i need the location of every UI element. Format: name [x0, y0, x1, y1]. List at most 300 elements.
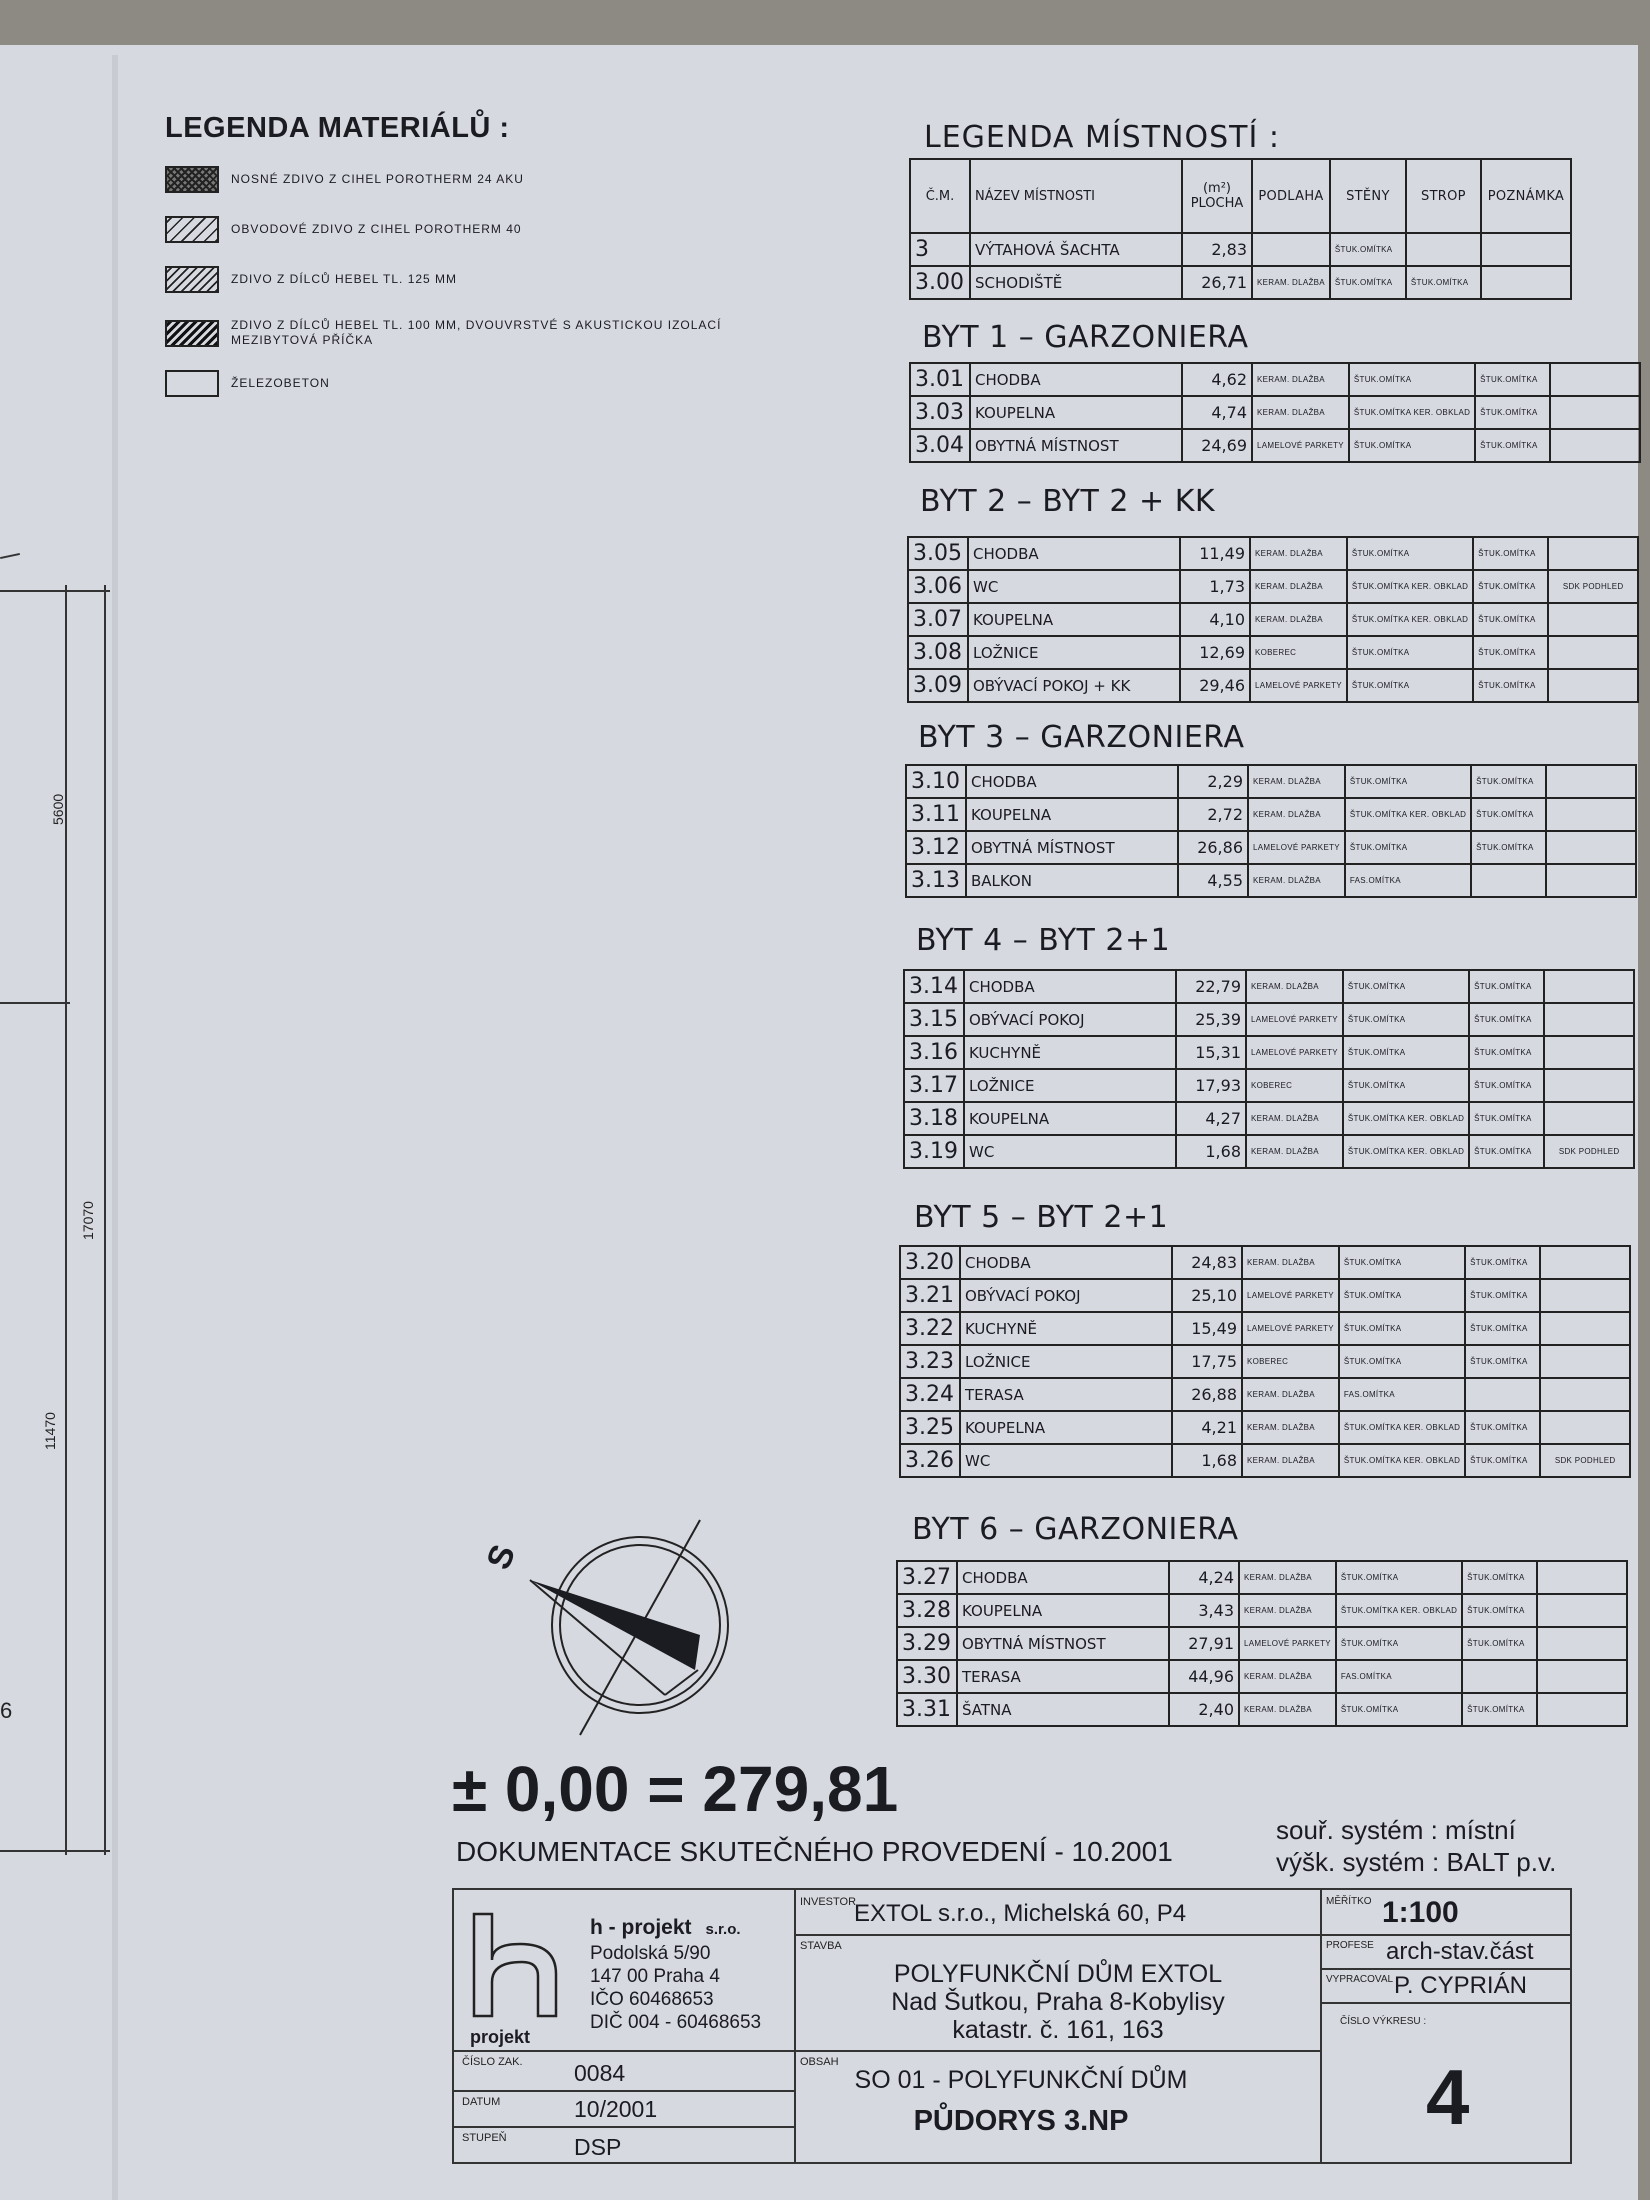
room-walls: FAS.OMÍTKA: [1345, 864, 1471, 897]
room-area: 27,91: [1169, 1627, 1239, 1660]
material-legend-title: LEGENDA MATERIÁLŮ :: [165, 112, 510, 144]
room-walls: ŠTUK.OMÍTKA KER. OBKLAD: [1339, 1444, 1465, 1477]
building-address: Nad Šutkou, Praha 8-Kobylisy: [891, 1988, 1225, 2016]
room-ceiling: ŠTUK.OMÍTKA: [1469, 1036, 1544, 1069]
label-obsah: OBSAH: [800, 2056, 839, 2068]
company-address: Podolská 5/90: [590, 1943, 711, 1964]
room-walls: ŠTUK.OMÍTKA: [1339, 1279, 1465, 1312]
room-ceiling: ŠTUK.OMÍTKA: [1469, 1069, 1544, 1102]
room-walls: ŠTUK.OMÍTKA KER. OBKLAD: [1339, 1411, 1465, 1444]
drawing-title: PŮDORYS 3.NP: [913, 2105, 1129, 2137]
compass-label: S: [479, 1539, 524, 1575]
room-walls: ŠTUK.OMÍTKA: [1336, 1627, 1462, 1660]
room-area: 25,10: [1172, 1279, 1242, 1312]
room-ceiling: ŠTUK.OMÍTKA: [1469, 1102, 1544, 1135]
content-info: [796, 2066, 1246, 2138]
company-info: [590, 1916, 761, 2034]
room-number: 3.14: [904, 970, 964, 1003]
table-row: [904, 1102, 1634, 1135]
room-note: [1540, 1246, 1630, 1279]
company-city: 147 00 Praha 4: [590, 1966, 720, 1987]
room-number: 3: [910, 233, 970, 266]
room-note: [1544, 1036, 1634, 1069]
room-table: [905, 764, 1637, 898]
room-name: LOŽNICE: [964, 1069, 1176, 1102]
room-area: 24,83: [1172, 1246, 1242, 1279]
room-ceiling: ŠTUK.OMÍTKA: [1475, 429, 1550, 462]
material-label: ZDIVO Z DÍLCŮ HEBEL TL. 100 MM, DVOUVRSTVÉ S AKUSTICKOU IZOLACÍ MEZIBYTOVÁ PŘÍČKA: [231, 318, 722, 347]
table-row: [908, 570, 1638, 603]
room-number: 3.19: [904, 1135, 964, 1168]
author: P. CYPRIÁN: [1394, 1972, 1527, 1999]
room-area: 11,49: [1180, 537, 1250, 570]
apartment-title: BYT 4 – BYT 2+1: [916, 923, 1171, 958]
table-row: [910, 396, 1640, 429]
room-number: 3.24: [900, 1378, 960, 1411]
material-legend-item: [165, 166, 524, 193]
investor: EXTOL s.r.o., Michelská 60, P4: [854, 1900, 1187, 1927]
level-reference: ± 0,00 = 279,81: [452, 1753, 899, 1825]
room-walls: ŠTUK.OMÍTKA: [1347, 636, 1473, 669]
label-stupen: STUPEŇ: [462, 2132, 507, 2144]
dense-hatch-swatch-icon: [165, 320, 219, 347]
room-number: 3.09: [908, 669, 968, 702]
room-note: [1550, 363, 1640, 396]
room-ceiling: ŠTUK.OMÍTKA: [1473, 603, 1548, 636]
material-label: OBVODOVÉ ZDIVO Z CIHEL POROTHERM 40: [231, 222, 522, 236]
room-table: [909, 362, 1641, 463]
horizontal-system: souř. systém : místní: [1276, 1815, 1516, 1845]
table-row: [910, 363, 1640, 396]
room-walls: ŠTUK.OMÍTKA: [1349, 363, 1475, 396]
crosshatch-swatch-icon: [165, 166, 219, 193]
room-note: SDK PODHLED: [1548, 570, 1638, 603]
material-legend-item: [165, 216, 522, 243]
room-name: WC: [964, 1135, 1176, 1168]
room-walls: ŠTUK.OMÍTKA KER. OBKLAD: [1347, 603, 1473, 636]
room-floor: KOBEREC: [1250, 636, 1347, 669]
room-name: KOUPELNA: [970, 396, 1182, 429]
room-number: 3.00: [910, 266, 970, 299]
room-area: 4,55: [1178, 864, 1248, 897]
dimension-label: 11470: [42, 1412, 58, 1450]
room-walls: FAS.OMÍTKA: [1339, 1378, 1465, 1411]
room-note: SDK PODHLED: [1540, 1444, 1630, 1477]
room-walls: ŠTUK.OMÍTKA: [1345, 831, 1471, 864]
room-name: KOUPELNA: [966, 798, 1178, 831]
room-walls: ŠTUK.OMÍTKA KER. OBKLAD: [1336, 1594, 1462, 1627]
room-name: OBYTNÁ MÍSTNOST: [970, 429, 1182, 462]
room-floor: KERAM. DLAŽBA: [1242, 1411, 1339, 1444]
material-label: ZDIVO Z DÍLCŮ HEBEL TL. 125 MM: [231, 272, 458, 286]
table-row: [906, 798, 1636, 831]
room-number: 3.15: [904, 1003, 964, 1036]
dimension-label: 17070: [80, 1201, 96, 1240]
room-area: 4,21: [1172, 1411, 1242, 1444]
room-name: CHODBA: [957, 1561, 1169, 1594]
order-number: 0084: [574, 2060, 626, 2086]
room-note: [1540, 1345, 1630, 1378]
room-name: KOUPELNA: [957, 1594, 1169, 1627]
room-floor: KERAM. DLAŽBA: [1248, 864, 1345, 897]
room-name: TERASA: [960, 1378, 1172, 1411]
room-floor: KERAM. DLAŽBA: [1250, 537, 1347, 570]
table-row: [908, 603, 1638, 636]
material-legend-item: [165, 370, 330, 397]
room-name: OBYTNÁ MÍSTNOST: [957, 1627, 1169, 1660]
room-note: [1544, 1069, 1634, 1102]
room-floor: LAMELOVÉ PARKETY: [1246, 1036, 1343, 1069]
room-floor: KOBEREC: [1246, 1069, 1343, 1102]
label-vypracoval: VYPRACOVAL: [1326, 1974, 1394, 1985]
room-floor: KERAM. DLAŽBA: [1242, 1378, 1339, 1411]
apartment-title: BYT 5 – BYT 2+1: [914, 1200, 1169, 1235]
company-logo: [470, 1910, 570, 2047]
room-number: 3.04: [910, 429, 970, 462]
label-cislo-vykresu: ČÍSLO VÝKRESU :: [1340, 2016, 1427, 2027]
label-datum: DATUM: [462, 2096, 501, 2108]
room-area: 25,39: [1176, 1003, 1246, 1036]
table-row: [908, 669, 1638, 702]
area-label: PLOCHA: [1190, 196, 1244, 211]
room-note: [1544, 1102, 1634, 1135]
room-area: 3,43: [1169, 1594, 1239, 1627]
room-floor: LAMELOVÉ PARKETY: [1252, 429, 1349, 462]
room-table: [903, 969, 1635, 1169]
room-number: 3.23: [900, 1345, 960, 1378]
room-ceiling: [1465, 1378, 1540, 1411]
room-note: [1540, 1279, 1630, 1312]
room-table: [907, 536, 1639, 703]
company-name: h - projekt: [590, 1916, 692, 1939]
coordinate-systems: [1276, 1814, 1556, 1878]
table-row: [897, 1627, 1627, 1660]
room-name: SCHODIŠTĚ: [970, 266, 1182, 299]
label-cislo-zak: ČÍSLO ZAK.: [462, 2056, 523, 2068]
room-ceiling: ŠTUK.OMÍTKA: [1465, 1312, 1540, 1345]
room-number: 3.12: [906, 831, 966, 864]
table-row: [908, 636, 1638, 669]
room-note: [1548, 669, 1638, 702]
room-floor: LAMELOVÉ PARKETY: [1248, 831, 1345, 864]
room-name: LOŽNICE: [968, 636, 1180, 669]
table-row: [897, 1561, 1627, 1594]
room-area: 17,93: [1176, 1069, 1246, 1102]
room-floor: [1252, 233, 1330, 266]
material-label: ŽELEZOBETON: [231, 376, 330, 390]
room-name: LOŽNICE: [960, 1345, 1172, 1378]
room-area: 4,24: [1169, 1561, 1239, 1594]
room-number: 3.30: [897, 1660, 957, 1693]
room-name: KUCHYNĚ: [960, 1312, 1172, 1345]
header-ceiling: STROP: [1406, 159, 1481, 233]
room-floor: KERAM. DLAŽBA: [1242, 1246, 1339, 1279]
room-walls: ŠTUK.OMÍTKA: [1339, 1345, 1465, 1378]
dimension-tick: [0, 1002, 70, 1004]
room-number: 3.29: [897, 1627, 957, 1660]
room-walls: ŠTUK.OMÍTKA: [1343, 1003, 1469, 1036]
table-row: [900, 1246, 1630, 1279]
room-walls: ŠTUK.OMÍTKA KER. OBKLAD: [1343, 1102, 1469, 1135]
stage: DSP: [574, 2134, 622, 2160]
documentation-note: DOKUMENTACE SKUTEČNÉHO PROVEDENÍ - 10.2001: [456, 1836, 1173, 1867]
room-ceiling: ŠTUK.OMÍTKA: [1462, 1594, 1537, 1627]
building-name: POLYFUNKČNÍ DŮM EXTOL: [893, 1960, 1223, 1988]
room-floor: KERAM. DLAŽBA: [1239, 1660, 1336, 1693]
room-floor: KERAM. DLAŽBA: [1252, 266, 1330, 299]
room-floor: LAMELOVÉ PARKETY: [1239, 1627, 1336, 1660]
hatch-fine-swatch-icon: [165, 266, 219, 293]
material-legend-item: [165, 266, 457, 293]
room-name: TERASA: [957, 1660, 1169, 1693]
date: 10/2001: [574, 2096, 658, 2122]
room-area: 2,40: [1169, 1693, 1239, 1726]
room-floor: KERAM. DLAŽBA: [1242, 1444, 1339, 1477]
room-floor: LAMELOVÉ PARKETY: [1242, 1312, 1339, 1345]
room-area: 4,10: [1180, 603, 1250, 636]
room-area: 26,71: [1182, 266, 1252, 299]
room-number: 3.17: [904, 1069, 964, 1102]
room-table: [896, 1560, 1628, 1727]
room-note: [1546, 765, 1636, 798]
room-name: VÝTAHOVÁ ŠACHTA: [970, 233, 1182, 266]
room-walls: ŠTUK.OMÍTKA: [1343, 1036, 1469, 1069]
room-ceiling: ŠTUK.OMÍTKA: [1469, 970, 1544, 1003]
room-number: 3.08: [908, 636, 968, 669]
room-floor: LAMELOVÉ PARKETY: [1250, 669, 1347, 702]
room-ceiling: ŠTUK.OMÍTKA: [1469, 1135, 1544, 1168]
table-row: [904, 1069, 1634, 1102]
room-ceiling: ŠTUK.OMÍTKA: [1473, 537, 1548, 570]
room-note: [1537, 1561, 1627, 1594]
room-note: [1537, 1660, 1627, 1693]
company-ico: IČO 60468653: [590, 1989, 714, 2010]
room-ceiling: ŠTUK.OMÍTKA: [1471, 798, 1546, 831]
room-walls: ŠTUK.OMÍTKA KER. OBKLAD: [1347, 570, 1473, 603]
apartment-title: BYT 3 – GARZONIERA: [918, 720, 1245, 755]
room-ceiling: ŠTUK.OMÍTKA: [1465, 1279, 1540, 1312]
room-note: [1481, 233, 1571, 266]
north-arrow-icon: [470, 1510, 740, 1740]
room-walls: ŠTUK.OMÍTKA: [1347, 537, 1473, 570]
room-name: KOUPELNA: [968, 603, 1180, 636]
title-block: [452, 1888, 1572, 2164]
room-name: OBYTNÁ MÍSTNOST: [966, 831, 1178, 864]
room-walls: ŠTUK.OMÍTKA: [1336, 1693, 1462, 1726]
room-ceiling: ŠTUK.OMÍTKA: [1465, 1411, 1540, 1444]
material-label: NOSNÉ ZDIVO Z CIHEL POROTHERM 24 AKU: [231, 172, 524, 186]
room-walls: ŠTUK.OMÍTKA: [1339, 1246, 1465, 1279]
room-area: 1,68: [1172, 1444, 1242, 1477]
room-floor: KERAM. DLAŽBA: [1239, 1561, 1336, 1594]
room-name: WC: [960, 1444, 1172, 1477]
apartment-title: BYT 1 – GARZONIERA: [922, 320, 1249, 355]
room-number: 3.26: [900, 1444, 960, 1477]
room-area: 12,69: [1180, 636, 1250, 669]
room-number: 3.21: [900, 1279, 960, 1312]
room-number: 3.31: [897, 1693, 957, 1726]
room-area: 1,68: [1176, 1135, 1246, 1168]
room-walls: ŠTUK.OMÍTKA: [1330, 266, 1406, 299]
room-area: 4,27: [1176, 1102, 1246, 1135]
header-floor: PODLAHA: [1252, 159, 1330, 233]
room-ceiling: ŠTUK.OMÍTKA: [1462, 1693, 1537, 1726]
room-note: SDK PODHLED: [1544, 1135, 1634, 1168]
sheet-fold: [112, 55, 118, 2200]
room-note: [1548, 603, 1638, 636]
hatch-swatch-icon: [165, 216, 219, 243]
table-row: [900, 1279, 1630, 1312]
room-ceiling: [1462, 1660, 1537, 1693]
room-table-common: [909, 158, 1572, 300]
room-area: 17,75: [1172, 1345, 1242, 1378]
room-name: CHODBA: [964, 970, 1176, 1003]
room-area: 44,96: [1169, 1660, 1239, 1693]
vertical-system: výšk. systém : BALT p.v.: [1276, 1847, 1557, 1877]
label-investor: INVESTOR: [800, 1896, 857, 1908]
room-floor: KERAM. DLAŽBA: [1252, 363, 1349, 396]
room-ceiling: ŠTUK.OMÍTKA: [1465, 1345, 1540, 1378]
room-ceiling: ŠTUK.OMÍTKA: [1462, 1561, 1537, 1594]
room-floor: KERAM. DLAŽBA: [1252, 396, 1349, 429]
table-row: [904, 1036, 1634, 1069]
room-walls: ŠTUK.OMÍTKA: [1349, 429, 1475, 462]
table-row: [910, 429, 1640, 462]
room-number: 3.13: [906, 864, 966, 897]
room-note: [1546, 864, 1636, 897]
label-meritko: MĚŘÍTKO: [1326, 1896, 1372, 1907]
table-row: [910, 233, 1571, 266]
room-note: [1537, 1627, 1627, 1660]
room-floor: LAMELOVÉ PARKETY: [1246, 1003, 1343, 1036]
room-number: 3.20: [900, 1246, 960, 1279]
table-row: [900, 1411, 1630, 1444]
table-row: [908, 537, 1638, 570]
room-note: [1537, 1594, 1627, 1627]
room-walls: ŠTUK.OMÍTKA KER. OBKLAD: [1343, 1135, 1469, 1168]
table-row: [904, 1135, 1634, 1168]
room-name: WC: [968, 570, 1180, 603]
table-row: [897, 1594, 1627, 1627]
room-ceiling: ŠTUK.OMÍTKA: [1473, 669, 1548, 702]
room-number: 3.22: [900, 1312, 960, 1345]
room-walls: ŠTUK.OMÍTKA: [1336, 1561, 1462, 1594]
room-note: [1546, 831, 1636, 864]
room-floor: KERAM. DLAŽBA: [1248, 765, 1345, 798]
room-ceiling: ŠTUK.OMÍTKA: [1465, 1444, 1540, 1477]
room-number: 3.03: [910, 396, 970, 429]
room-name: OBÝVACÍ POKOJ: [960, 1279, 1172, 1312]
table-row: [904, 970, 1634, 1003]
room-number: 3.10: [906, 765, 966, 798]
room-ceiling: ŠTUK.OMÍTKA: [1473, 570, 1548, 603]
drawing-number: 4: [1426, 2053, 1470, 2141]
room-ceiling: ŠTUK.OMÍTKA: [1465, 1246, 1540, 1279]
room-note: [1550, 396, 1640, 429]
room-number: 3.07: [908, 603, 968, 636]
table-row: [897, 1693, 1627, 1726]
building-info: [796, 1960, 1320, 2044]
dimension-line: [104, 585, 106, 1855]
room-area: 4,74: [1182, 396, 1252, 429]
logo-word: projekt: [470, 2027, 531, 2047]
room-ceiling: ŠTUK.OMÍTKA: [1473, 636, 1548, 669]
company-dic: DIČ 004 - 60468653: [590, 2012, 762, 2033]
room-ceiling: [1406, 233, 1481, 266]
apartment-title: BYT 2 – BYT 2 + KK: [920, 484, 1216, 519]
room-number: 3.11: [906, 798, 966, 831]
header-walls: STĚNY: [1330, 159, 1406, 233]
room-ceiling: [1471, 864, 1546, 897]
room-name: BALKON: [966, 864, 1178, 897]
room-name: ŠATNA: [957, 1693, 1169, 1726]
area-unit: (m²): [1202, 181, 1232, 196]
header-area: [1182, 159, 1252, 233]
table-row: [910, 266, 1571, 299]
room-area: 2,72: [1178, 798, 1248, 831]
room-walls: ŠTUK.OMÍTKA: [1345, 765, 1471, 798]
room-area: 2,29: [1178, 765, 1248, 798]
dimension-label: 5600: [50, 793, 66, 825]
room-number: 3.16: [904, 1036, 964, 1069]
room-area: 26,88: [1172, 1378, 1242, 1411]
dimension-label: 6: [0, 1698, 13, 1723]
room-note: [1537, 1693, 1627, 1726]
room-walls: ŠTUK.OMÍTKA: [1330, 233, 1406, 266]
room-ceiling: ŠTUK.OMÍTKA: [1406, 266, 1481, 299]
room-name: CHODBA: [970, 363, 1182, 396]
table-row: [906, 765, 1636, 798]
room-note: [1544, 970, 1634, 1003]
room-number: 3.18: [904, 1102, 964, 1135]
room-walls: FAS.OMÍTKA: [1336, 1660, 1462, 1693]
table-row: [900, 1345, 1630, 1378]
room-ceiling: ŠTUK.OMÍTKA: [1471, 765, 1546, 798]
room-walls: ŠTUK.OMÍTKA: [1339, 1312, 1465, 1345]
profession: arch-stav.část: [1386, 1938, 1534, 1965]
content-object: SO 01 - POLYFUNKČNÍ DŮM: [854, 2066, 1188, 2094]
room-table: [899, 1245, 1631, 1478]
room-floor: KERAM. DLAŽBA: [1239, 1693, 1336, 1726]
company-suffix: s.r.o.: [705, 1921, 741, 1938]
room-area: 26,86: [1178, 831, 1248, 864]
room-walls: ŠTUK.OMÍTKA: [1343, 1069, 1469, 1102]
room-floor: KERAM. DLAŽBA: [1248, 798, 1345, 831]
room-note: [1544, 1003, 1634, 1036]
room-number: 3.05: [908, 537, 968, 570]
room-area: 15,31: [1176, 1036, 1246, 1069]
room-walls: ŠTUK.OMÍTKA KER. OBKLAD: [1345, 798, 1471, 831]
room-note: [1548, 537, 1638, 570]
room-area: 1,73: [1180, 570, 1250, 603]
header-note: POZNÁMKA: [1481, 159, 1571, 233]
table-row: [906, 864, 1636, 897]
room-note: [1550, 429, 1640, 462]
room-name: KUCHYNĚ: [964, 1036, 1176, 1069]
table-row: [906, 831, 1636, 864]
table-header-row: [910, 159, 1571, 233]
room-note: [1546, 798, 1636, 831]
room-name: KOUPELNA: [960, 1411, 1172, 1444]
header-num: Č.M.: [910, 159, 970, 233]
table-row: [904, 1003, 1634, 1036]
h-logo-icon: [470, 1910, 570, 2020]
room-name: CHODBA: [960, 1246, 1172, 1279]
room-name: CHODBA: [966, 765, 1178, 798]
table-row: [900, 1312, 1630, 1345]
room-area: 24,69: [1182, 429, 1252, 462]
label-profese: PROFESE: [1326, 1940, 1374, 1951]
